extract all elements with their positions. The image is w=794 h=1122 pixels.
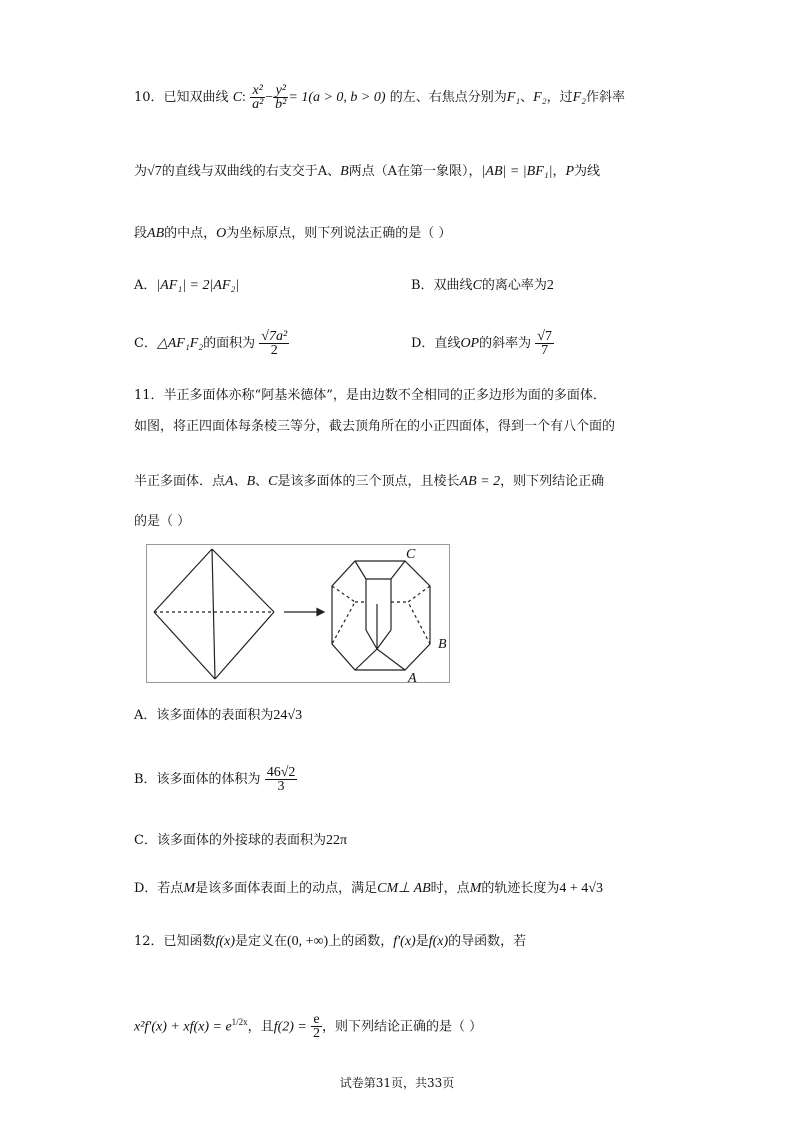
arrow-icon xyxy=(284,609,324,616)
q11-optb-frac: $\frac{46√2}{3}$ xyxy=(266,765,296,794)
figure-label-b: B xyxy=(438,637,447,652)
q11-option-a: A．该多面体的表面积为24√3 xyxy=(134,708,303,723)
q10-line-3: 段AB的中点，O为坐标原点，则下列说法正确的是（ ） xyxy=(134,226,452,241)
q12-line-1: 12．已知函数f(x)是定义在(0, +∞)上的函数，f′(x)是f(x)的导函数，若 xyxy=(134,934,527,949)
q10-frac-x: $\frac{\text{x²}}{\text{a²}}$ xyxy=(252,83,264,112)
q10-f2: F₂ xyxy=(533,90,547,105)
tetrahedron-drawing xyxy=(154,549,274,679)
q10-eq-c: C xyxy=(232,90,243,105)
q11-line-4: 的是（ ） xyxy=(134,514,191,529)
q10-option-b: B．双曲线C的离心率为2 xyxy=(411,278,554,293)
q11-line-1: 11．半正多面体亦称“阿基米德体”，是由边数不全相同的正多边形为面的多面体． xyxy=(134,388,606,403)
figure-label-a: A xyxy=(408,671,417,684)
q10-frac-y: $\frac{\text{y²}}{\text{b²}}$ xyxy=(275,83,287,112)
q11-option-c: C．该多面体的外接球的表面积为22π xyxy=(134,833,348,848)
q11-line-3: 半正多面体．点A、B、C是该多面体的三个顶点，且棱长AB = 2，则下列结论正确 xyxy=(134,474,605,489)
q11-option-d: D．若点M是该多面体表面上的动点，满足CM⊥ AB时，点M的轨迹长度为4 + 4√3 xyxy=(134,881,603,896)
truncated-tetrahedron-drawing xyxy=(332,561,430,670)
q10-f1: F₁ xyxy=(506,90,521,105)
q10-eq-rest: = 1(a > 0, b > 0) xyxy=(288,90,386,105)
q10-line-2: 为√7的直线与双曲线的右支交于A、B两点（A在第一象限），|AB| = |BF₁|，P为线 xyxy=(134,164,601,179)
q11-line-2: 如图，将正四面体每条棱三等分，截去顶角所在的小正四面体，得到一个有八个面的 xyxy=(134,419,616,434)
q12-frac-e2: $\frac{e}{2}$ xyxy=(313,1012,320,1042)
q10-option-c: C．△AF₁F₂的面积为 $\frac{\text{√7a²}}{2}$ xyxy=(134,329,288,358)
figure-label-c: C xyxy=(406,547,416,562)
q10-sqrt7: √7 xyxy=(147,164,162,179)
q12-line-2: $x^2f'(x) + xf(x) = e^{1/2x}$，且f(2) = $\frac{e}{2}$ ，则下列结论正确的是（ ） xyxy=(134,1012,483,1042)
q10-option-d: D．直线OP的斜率为 $\frac{√7}{7}$ xyxy=(411,329,552,358)
polyhedron-figure xyxy=(146,544,452,684)
q10-abs-eq: |AB| = |BF₁| xyxy=(481,164,553,179)
q11-option-b: B．该多面体的体积为 $\frac{46√2}{3}$ xyxy=(134,765,296,794)
q10-option-a: A．|AF₁| = 2|AF₂| xyxy=(134,278,240,293)
q10-optd-frac: $\frac{√7}{7}$ xyxy=(537,329,552,358)
q10-optc-frac: $\frac{\text{√7a²}}{2}$ xyxy=(261,329,288,358)
page-footer: 试卷第31页，共33页 xyxy=(339,1076,455,1090)
q10-line-1: 10．已知双曲线 C: $\frac{\text{x²}}{\text{a²}}$ − $\frac{\text{y²}}{\text{b²}}$ = 1(a > 0, b > 0) 的左、右焦点分别为F₁、F₂，过F₂作斜率 xyxy=(134,83,626,112)
